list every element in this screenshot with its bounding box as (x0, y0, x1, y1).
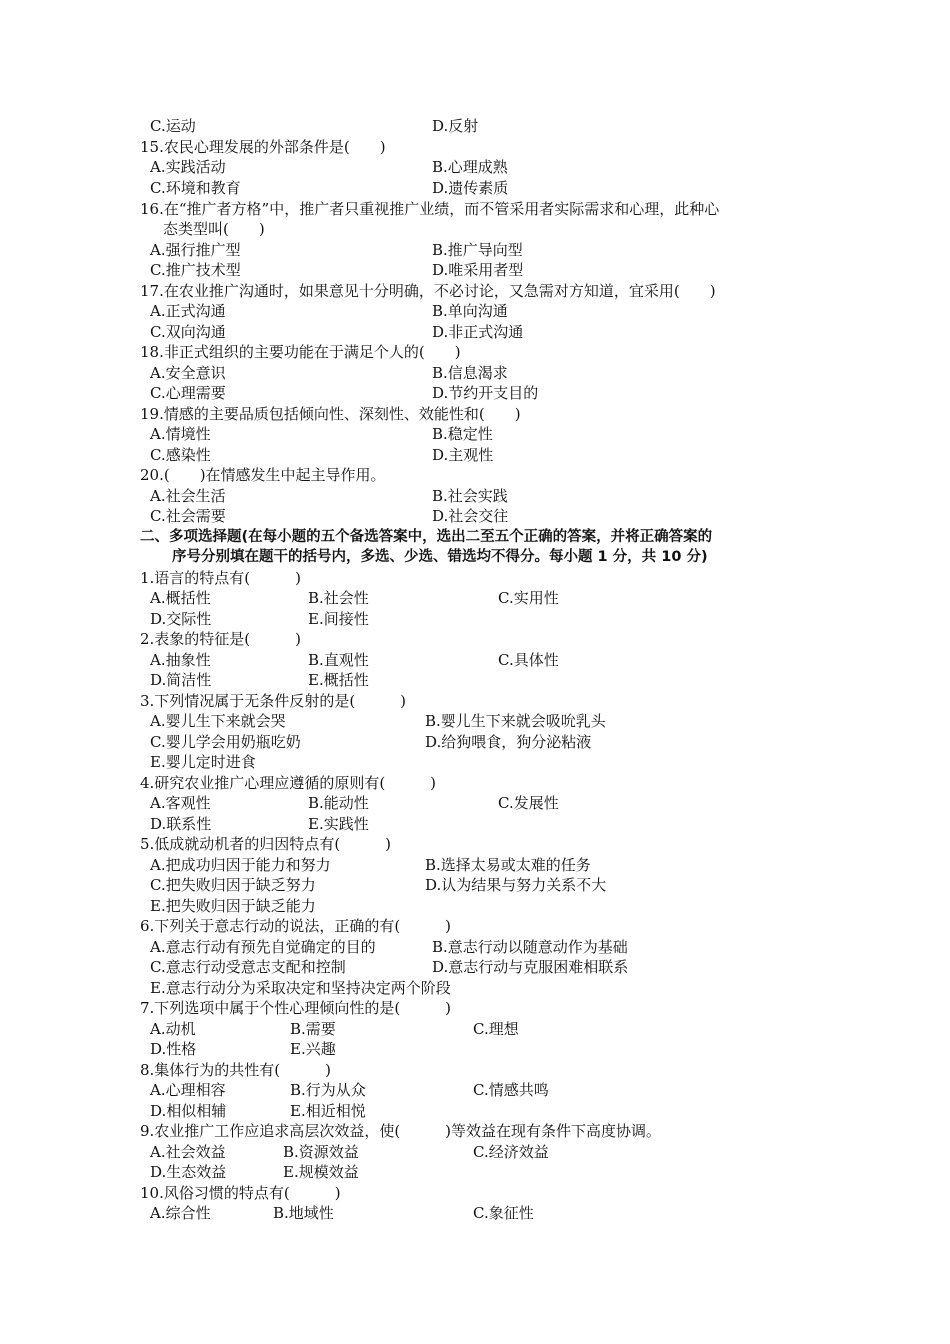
option-a: A.客观性 (150, 794, 211, 812)
option-d: D.反射 (432, 117, 479, 135)
question-stem: 15.农民心理发展的外部条件是( ) (140, 138, 386, 156)
question-stem: 7.下列选项中属于个性心理倾向性的是( ) (140, 999, 452, 1017)
option-c: C.环境和教育 (150, 179, 241, 197)
option-e: E.兴趣 (290, 1040, 336, 1058)
question-stem: 1.语言的特点有( ) (140, 569, 302, 587)
option-c: C.运动 (150, 117, 196, 135)
option-e: E.婴儿定时进食 (150, 753, 256, 771)
question-stem: 20.( )在情感发生中起主导作用。 (140, 466, 386, 484)
section-heading: 二、多项选择题(在每小题的五个备选答案中，选出二至五个正确的答案，并将正确答案的 (140, 529, 713, 545)
option-d: D.相似相辅 (150, 1102, 227, 1120)
question-stem: 4.研究农业推广心理应遵循的原则有( ) (140, 774, 437, 792)
question-stem: 5.低成就动机者的归因特点有( ) (140, 835, 392, 853)
option-d: D.非正式沟通 (432, 323, 524, 341)
option-b: B.社会性 (308, 589, 369, 607)
option-d: D.交际性 (150, 610, 212, 628)
option-b: B.资源效益 (283, 1143, 359, 1161)
option-b: B.心理成熟 (432, 158, 508, 176)
option-e: E.相近相悦 (290, 1102, 366, 1120)
option-c: C.社会需要 (150, 507, 226, 525)
question-stem: 16.在“推广者方格”中，推广者只重视推广业绩，而不管采用者实际需求和心理，此种心 (140, 200, 720, 218)
option-b: B.婴儿生下来就会吸吮乳头 (425, 712, 606, 730)
option-e: E.概括性 (308, 671, 369, 689)
option-a: A.实践活动 (150, 158, 226, 176)
option-c: C.双向沟通 (150, 323, 226, 341)
option-d: D.简洁性 (150, 671, 212, 689)
option-a: A.社会生活 (150, 487, 226, 505)
question-stem: 17.在农业推广沟通时，如果意见十分明确，不必讨论，又急需对方知道，宜采用( ) (140, 282, 716, 300)
question-stem: 8.集体行为的共性有( ) (140, 1061, 332, 1079)
option-d: D.遗传素质 (432, 179, 509, 197)
option-a: A.综合性 (150, 1204, 211, 1222)
option-d: D.节约开支目的 (432, 384, 539, 402)
option-a: A.心理相容 (150, 1081, 226, 1099)
option-a: A.婴儿生下来就会哭 (150, 712, 286, 730)
option-c: C.理想 (473, 1020, 519, 1038)
option-e: E.间接性 (308, 610, 369, 628)
option-b: B.选择太易或太难的任务 (425, 856, 591, 874)
option-a: A.概括性 (150, 589, 211, 607)
question-stem: 10.风俗习惯的特点有( ) (140, 1184, 341, 1202)
option-a: A.强行推广型 (150, 241, 241, 259)
option-a: A.把成功归因于能力和努力 (150, 856, 331, 874)
option-e: E.规模效益 (283, 1163, 359, 1181)
option-d: D.意志行动与克服困难相联系 (432, 958, 629, 976)
option-b: B.单向沟通 (432, 302, 508, 320)
option-a: A.正式沟通 (150, 302, 226, 320)
option-b: B.推广导向型 (432, 241, 523, 259)
option-c: C.象征性 (473, 1204, 534, 1222)
option-d: D.认为结果与努力关系不大 (425, 876, 607, 894)
question-stem: 19.情感的主要品质包括倾向性、深刻性、效能性和( ) (140, 405, 521, 423)
option-b: B.能动性 (308, 794, 369, 812)
option-d: D.社会交往 (432, 507, 509, 525)
option-b: B.需要 (290, 1020, 336, 1038)
option-a: A.动机 (150, 1020, 196, 1038)
option-d: D.主观性 (432, 446, 494, 464)
option-a: A.意志行动有预先自觉确定的目的 (150, 938, 376, 956)
question-stem: 6.下列关于意志行动的说法，正确的有( ) (140, 917, 452, 935)
option-c: C.心理需要 (150, 384, 226, 402)
option-c: C.经济效益 (473, 1143, 549, 1161)
option-c: C.感染性 (150, 446, 211, 464)
option-b: B.稳定性 (432, 425, 493, 443)
option-c: C.实用性 (498, 589, 559, 607)
option-a: A.社会效益 (150, 1143, 226, 1161)
option-e: E.实践性 (308, 815, 369, 833)
question-stem: 2.表象的特征是( ) (140, 630, 302, 648)
option-b: B.社会实践 (432, 487, 508, 505)
option-b: B.直观性 (308, 651, 369, 669)
option-d: D.唯采用者型 (432, 261, 524, 279)
option-d: D.联系性 (150, 815, 212, 833)
option-d: D.生态效益 (150, 1163, 227, 1181)
option-c: C.把失败归因于缺乏努力 (150, 876, 316, 894)
question-stem-continued: 态类型叫( ) (163, 220, 265, 238)
option-a: A.抽象性 (150, 651, 211, 669)
option-e: E.把失败归因于缺乏能力 (150, 897, 316, 915)
option-b: B.地域性 (273, 1204, 334, 1222)
option-c: C.推广技术型 (150, 261, 241, 279)
option-e: E.意志行动分为采取决定和坚持决定两个阶段 (150, 979, 451, 997)
option-c: C.情感共鸣 (473, 1081, 549, 1099)
option-b: B.意志行动以随意动作为基础 (432, 938, 628, 956)
option-a: A.安全意识 (150, 364, 226, 382)
option-d: D.性格 (150, 1040, 197, 1058)
option-c: C.婴儿学会用奶瓶吃奶 (150, 733, 301, 751)
option-b: B.信息渴求 (432, 364, 508, 382)
option-d: D.给狗喂食，狗分泌粘液 (425, 733, 592, 751)
option-b: B.行为从众 (290, 1081, 366, 1099)
option-c: C.具体性 (498, 651, 559, 669)
option-c: C.意志行动受意志支配和控制 (150, 958, 346, 976)
question-stem: 9.农业推广工作应追求高层次效益，使( )等效益在现有条件下高度协调。 (140, 1122, 662, 1140)
option-c: C.发展性 (498, 794, 559, 812)
option-a: A.情境性 (150, 425, 211, 443)
section-heading-continued: 序号分别填在题干的括号内，多选、少选、错选均不得分。每小题 1 分，共 10 分) (172, 549, 708, 565)
question-stem: 3.下列情况属于无条件反射的是( ) (140, 692, 407, 710)
question-stem: 18.非正式组织的主要功能在于满足个人的( ) (140, 343, 461, 361)
